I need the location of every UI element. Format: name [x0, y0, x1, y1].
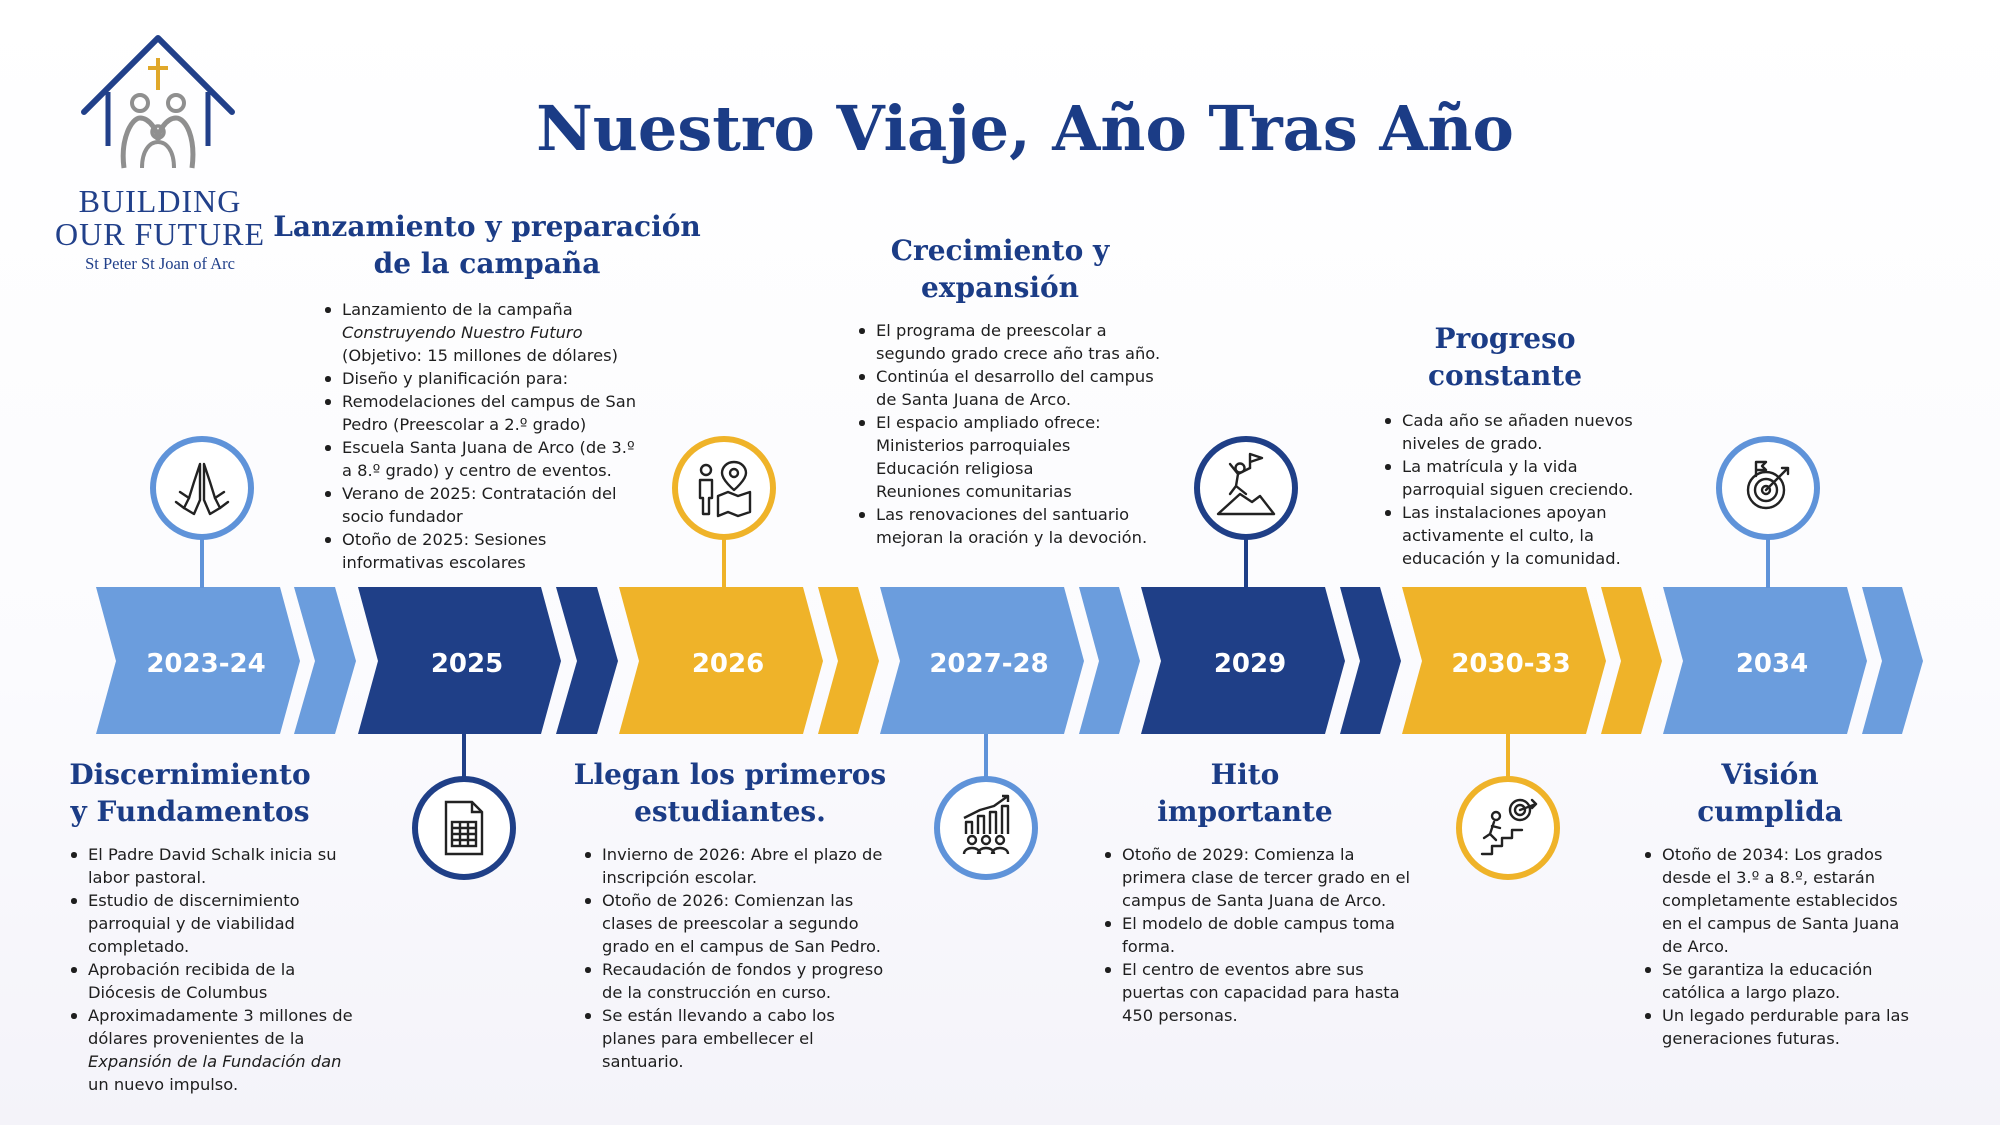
list-item: La matrícula y la vida parroquial siguen creciendo.: [1402, 455, 1712, 501]
milestone-heading-2027-28: Crecimiento y expansión: [890, 234, 1110, 304]
list-item: Se están llevando a cabo los planes para embellecer el santuario.: [602, 1004, 932, 1073]
list-item: Lanzamiento de la campaña Construyendo Nuestro Futuro (Objetivo: 15 millones de dólares): [342, 298, 682, 367]
target-arrow-icon: [1716, 436, 1820, 540]
list-item: Otoño de 2025: Sesiones informativas escolares: [342, 528, 682, 574]
document-table-icon: [412, 776, 516, 880]
list-item: Las renovaciones del santuario mejoran la oración y la devoción.: [876, 503, 1206, 549]
milestone-heading-2030-33: Progreso constante: [1427, 322, 1583, 392]
milestone-heading-2029: Hito importante: [1157, 758, 1333, 828]
stairs-target-icon: [1456, 776, 1560, 880]
milestone-heading-2025: Lanzamiento y preparación de la campaña: [273, 210, 701, 280]
connector-line: [1766, 534, 1770, 588]
year-label: 2029: [1213, 649, 1287, 679]
list-item: Invierno de 2026: Abre el plazo de inscripción escolar.: [602, 843, 932, 889]
connector-line: [1506, 734, 1510, 780]
bullet-list-2025: [320, 298, 682, 574]
year-label: 2025: [430, 649, 504, 679]
connector-line: [1244, 534, 1248, 588]
list-item: Las instalaciones apoyan activamente el culto, la educación y la comunidad.: [1402, 501, 1712, 570]
list-item: El espacio ampliado ofrece: Ministerios parroquiales Educación religiosa Reuniones comunitarias: [876, 411, 1206, 503]
connector-line: [200, 534, 204, 588]
milestone-heading-2026: Llegan los primeros estudiantes.: [573, 758, 887, 828]
logo-text-building: BUILDING: [78, 183, 242, 219]
person-map-location-icon: [672, 436, 776, 540]
year-label: 2027-28: [929, 649, 1049, 679]
connector-line: [984, 734, 988, 780]
list-item: Estudio de discernimiento parroquial y de viabilidad completado.: [88, 889, 388, 958]
list-item: Otoño de 2034: Los grados desde el 3.º a 8.º, estarán completamente establecidos en el campus de Santa Juana de Arco.: [1662, 843, 1962, 958]
list-item: Se garantiza la educación católica a largo plazo.: [1662, 958, 1962, 1004]
group-growth-chart-icon: [934, 776, 1038, 880]
praying-hands-icon: [150, 436, 254, 540]
list-item: Diseño y planificación para:: [342, 367, 682, 390]
year-label: 2030-33: [1451, 649, 1571, 679]
bullet-list-2023-24: [66, 843, 388, 1096]
connector-line: [462, 734, 466, 780]
list-item: Escuela Santa Juana de Arco (de 3.º a 8.º grado) y centro de eventos.: [342, 436, 682, 482]
year-label: 2034: [1735, 649, 1809, 679]
list-item: Aproximadamente 3 millones de dólares provenientes de la Expansión de la Fundación dan un nuevo impulso.: [88, 1004, 388, 1096]
list-item: El Padre David Schalk inicia su labor pastoral.: [88, 843, 388, 889]
list-item: Un legado perdurable para las generaciones futuras.: [1662, 1004, 1962, 1050]
list-item: El centro de eventos abre sus puertas con capacidad para hasta 450 personas.: [1122, 958, 1452, 1027]
list-item: Otoño de 2026: Comienzan las clases de preescolar a segundo grado en el campus de San Pedro.: [602, 889, 932, 958]
list-item: Cada año se añaden nuevos niveles de grado.: [1402, 409, 1712, 455]
summit-flag-icon: [1194, 436, 1298, 540]
bullet-list-2029: [1100, 843, 1452, 1027]
list-item: El programa de preescolar a segundo grado crece año tras año.: [876, 319, 1206, 365]
list-item: Recaudación de fondos y progreso de la construcción en curso.: [602, 958, 932, 1004]
list-item: Continúa el desarrollo del campus de Santa Juana de Arco.: [876, 365, 1206, 411]
bullet-list-2027-28: [854, 319, 1206, 549]
bullet-list-2026: [580, 843, 932, 1073]
list-item: Aprobación recibida de la Diócesis de Columbus: [88, 958, 388, 1004]
list-item: Otoño de 2029: Comienza la primera clase de tercer grado en el campus de Santa Juana de Arco.: [1122, 843, 1452, 912]
milestone-heading-2023-24: Discernimiento y Fundamentos: [69, 758, 311, 828]
list-item: Verano de 2025: Contratación del socio fundador: [342, 482, 682, 528]
logo-text-our-future: OUR FUTURE: [54, 216, 265, 252]
list-item: El modelo de doble campus toma forma.: [1122, 912, 1452, 958]
list-item: Remodelaciones del campus de San Pedro (Preescolar a 2.º grado): [342, 390, 682, 436]
bullet-list-2030-33: [1380, 409, 1712, 570]
logo-text-parish: St Peter St Joan of Arc: [85, 254, 235, 273]
milestone-heading-2034: Visión cumplida: [1697, 758, 1843, 828]
connector-line: [722, 534, 726, 588]
year-label: 2026: [691, 649, 765, 679]
page-title: Nuestro Viaje, Año Tras Año: [536, 92, 1514, 165]
year-label: 2023-24: [146, 649, 266, 679]
bullet-list-2034: [1640, 843, 1962, 1050]
